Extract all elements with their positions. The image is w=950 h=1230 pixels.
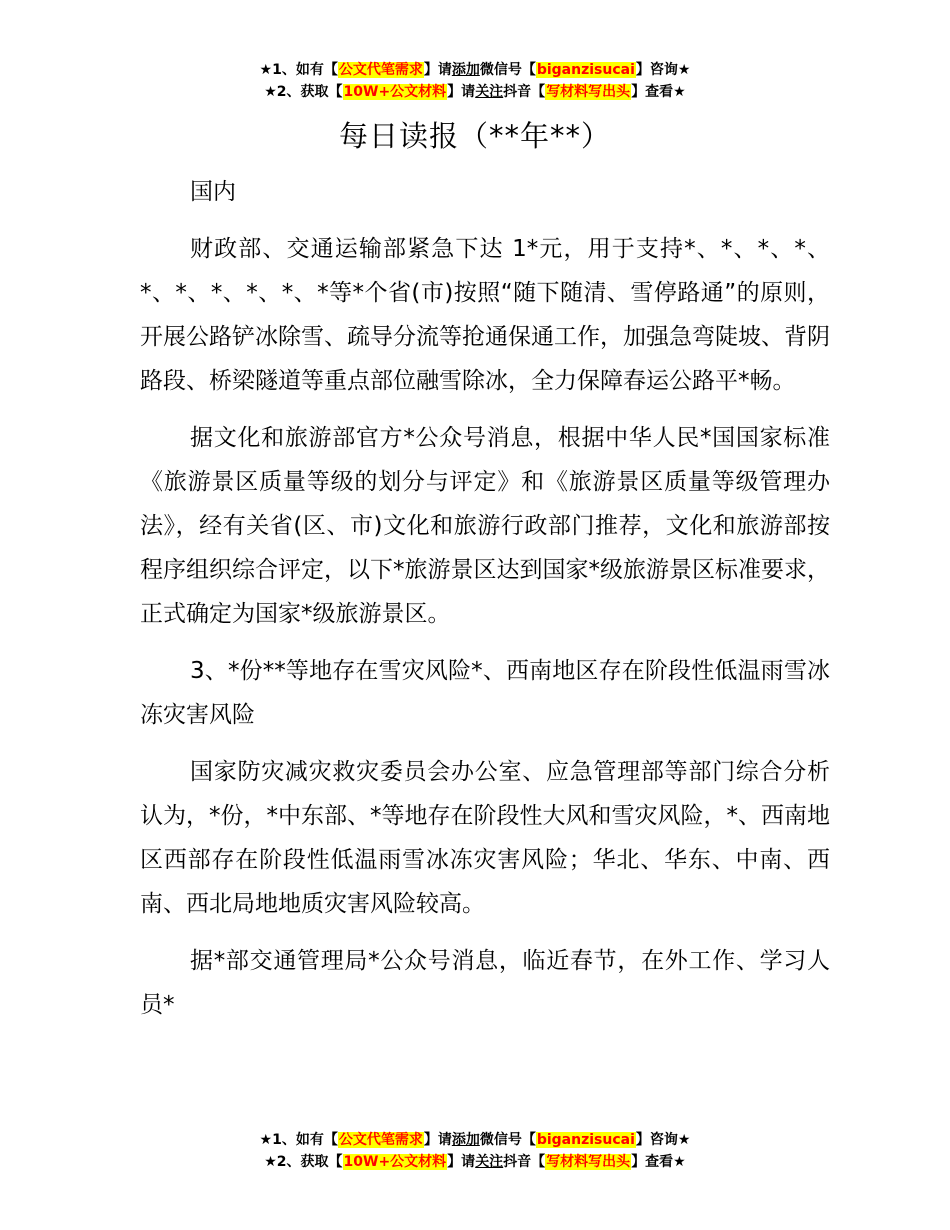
promo-highlight: biganzisucai — [536, 1132, 635, 1148]
body-paragraph: 据文化和旅游部官方*公众号消息，根据中华人民*国国家标准《旅游景区质量等级的划分与评定》和《旅游景区质量等级管理办法》，经有关省(区、市)文化和旅游行政部门推荐，文化和旅游部按程序组织综合评定，以下*旅游景区达到国家*级旅游景区标准要求，正式确定为国家*级旅游景区。 — [140, 425, 830, 627]
promo-highlight: 公文代笔需求 — [338, 62, 423, 78]
promo-text: 抖音【 — [503, 1154, 546, 1170]
promo-line-2 — [0, 81, 950, 103]
promo-highlight: biganzisucai — [536, 62, 635, 78]
promo-line-2 — [0, 1151, 950, 1173]
promo-text: 】请 — [423, 62, 452, 78]
promo-highlight: 写材料写出头 — [546, 1154, 631, 1170]
body-paragraph: 财政部、交通运输部紧急下达 1*元，用于支持*、*、*、*、*、*、*、*、*、*等*个省(市)按照“随下随清、雪停路通”的原则，开展公路铲冰除雪、疏导分流等抢通保通工作，加强急弯陡坡、背阴路段、桥梁隧道等重点部位融雪除冰，全力保障春运公路平*畅。 — [140, 236, 830, 394]
promo-header — [0, 59, 950, 103]
document-body — [140, 170, 830, 1027]
promo-text: ★2、获取【 — [264, 1154, 343, 1170]
promo-text: ★2、获取【 — [264, 84, 343, 100]
promo-text: 抖音【 — [503, 84, 546, 100]
promo-text: ★1、如有【 — [259, 62, 338, 78]
promo-line-1 — [0, 1129, 950, 1151]
promo-text: 】请 — [423, 1132, 452, 1148]
promo-highlight: 10W+公文材料 — [343, 84, 447, 100]
promo-text: 】查看★ — [631, 1154, 686, 1170]
section-heading-domestic: 国内 — [190, 179, 236, 205]
body-paragraph: 国家防灾减灾救灾委员会办公室、应急管理部等部门综合分析认为，*份，*中东部、*等地存在阶段性大风和雪灾风险，*、西南地区西部存在阶段性低温雨雪冰冻灾害风险；华北、华东、中南、西南、西北局地地质灾害风险较高。 — [140, 759, 830, 917]
promo-highlight: 公文代笔需求 — [338, 1132, 423, 1148]
promo-text: 】请 — [447, 1154, 476, 1170]
promo-text: 】请 — [447, 84, 476, 100]
promo-text: 微信号【 — [479, 1132, 536, 1148]
promo-text: ★1、如有【 — [259, 1132, 338, 1148]
promo-text: 微信号【 — [479, 62, 536, 78]
promo-emphasis: 关注 — [475, 84, 504, 100]
promo-highlight: 10W+公文材料 — [343, 1154, 447, 1170]
promo-text: 】查看★ — [631, 84, 686, 100]
promo-emphasis: 添加 — [451, 1132, 480, 1148]
body-paragraph: 据*部交通管理局*公众号消息，临近春节，在外工作、学习人员* — [140, 948, 830, 1018]
promo-highlight: 写材料写出头 — [546, 84, 631, 100]
promo-footer — [0, 1129, 950, 1173]
promo-text: 】咨询★ — [635, 1132, 691, 1148]
item-heading: 3、*份**等地存在雪灾风险*、西南地区存在阶段性低温雨雪冰冻灾害风险 — [140, 658, 830, 728]
document-title: 每日读报（**年**） — [338, 119, 611, 153]
promo-line-1 — [0, 59, 950, 81]
promo-emphasis: 关注 — [475, 1154, 504, 1170]
promo-text: 】咨询★ — [635, 62, 691, 78]
promo-emphasis: 添加 — [451, 62, 480, 78]
